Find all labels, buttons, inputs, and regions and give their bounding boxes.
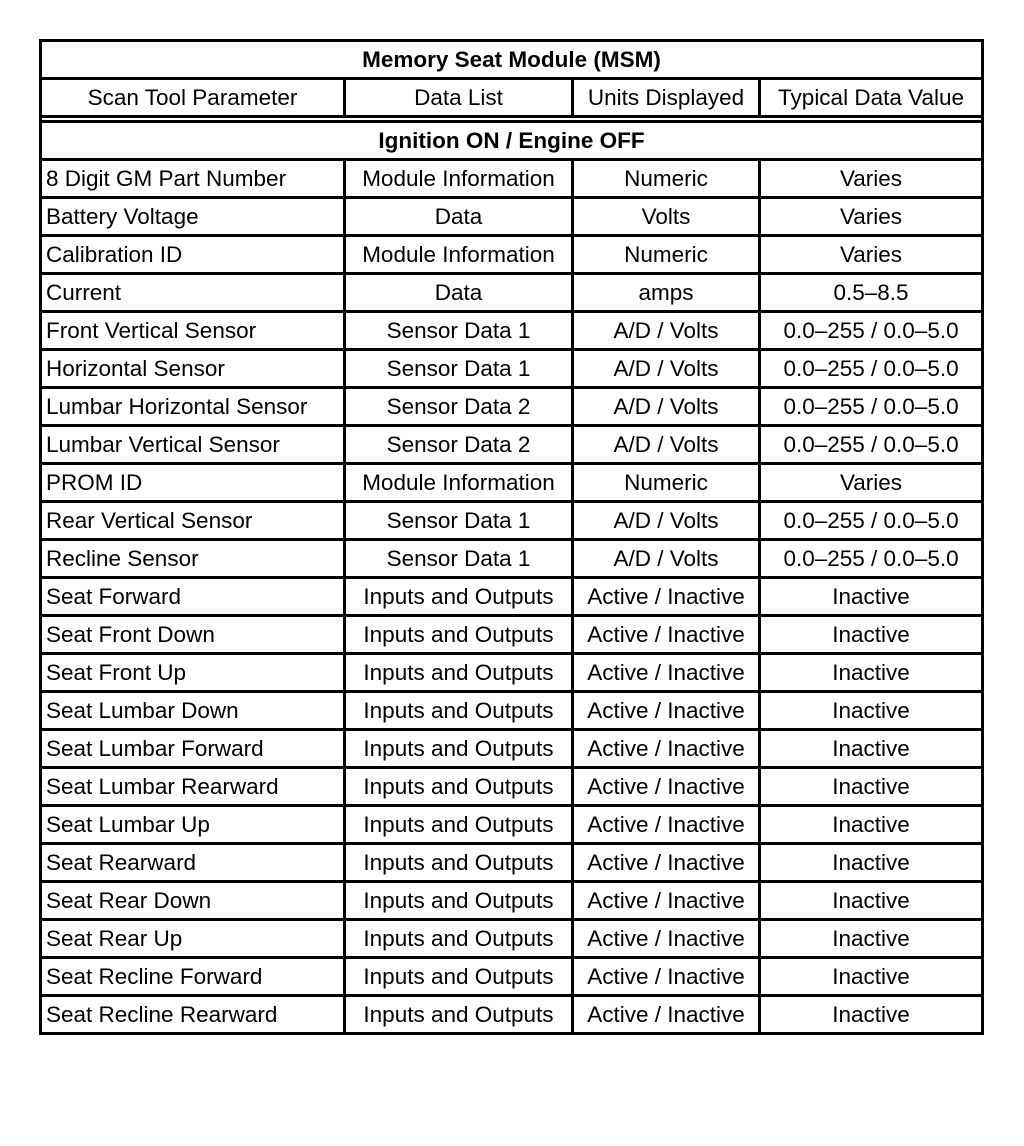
table-row (41, 426, 983, 464)
units-cell: A/D / Volts (573, 388, 760, 426)
table-row (41, 160, 983, 198)
parameter-cell: Seat Front Down (41, 616, 345, 654)
typical-value-cell: Varies (760, 464, 983, 502)
typical-value-cell: Varies (760, 160, 983, 198)
data-list-cell: Inputs and Outputs (345, 958, 573, 996)
data-list-cell: Inputs and Outputs (345, 730, 573, 768)
typical-value-cell: Inactive (760, 578, 983, 616)
units-cell: A/D / Volts (573, 540, 760, 578)
msm-data-table (39, 39, 984, 1035)
data-list-cell: Inputs and Outputs (345, 578, 573, 616)
parameter-cell: Seat Rear Down (41, 882, 345, 920)
table-head (41, 41, 983, 117)
title-row (41, 41, 983, 79)
units-cell: Active / Inactive (573, 806, 760, 844)
typical-value-cell: Inactive (760, 882, 983, 920)
parameter-cell: PROM ID (41, 464, 345, 502)
table-row (41, 996, 983, 1034)
table-row (41, 198, 983, 236)
parameter-cell: Seat Forward (41, 578, 345, 616)
units-cell: Active / Inactive (573, 958, 760, 996)
parameter-cell: Horizontal Sensor (41, 350, 345, 388)
data-list-cell: Module Information (345, 160, 573, 198)
parameter-cell: Seat Lumbar Up (41, 806, 345, 844)
typical-value-cell: Inactive (760, 958, 983, 996)
section-row (41, 122, 983, 160)
table-row (41, 654, 983, 692)
units-cell: Active / Inactive (573, 730, 760, 768)
data-list-cell: Inputs and Outputs (345, 882, 573, 920)
typical-value-cell: Inactive (760, 654, 983, 692)
typical-value-cell: 0.0–255 / 0.0–5.0 (760, 502, 983, 540)
data-list-cell: Sensor Data 1 (345, 502, 573, 540)
table-row (41, 958, 983, 996)
table-row (41, 882, 983, 920)
table-row (41, 578, 983, 616)
table-row (41, 730, 983, 768)
table-row (41, 768, 983, 806)
units-cell: A/D / Volts (573, 350, 760, 388)
typical-value-cell: Inactive (760, 806, 983, 844)
units-cell: Active / Inactive (573, 768, 760, 806)
data-list-cell: Inputs and Outputs (345, 806, 573, 844)
table-row (41, 350, 983, 388)
typical-value-cell: Inactive (760, 616, 983, 654)
data-list-cell: Data (345, 274, 573, 312)
header-scan-tool-parameter: Scan Tool Parameter (41, 79, 345, 117)
parameter-cell: Seat Rearward (41, 844, 345, 882)
data-list-cell: Inputs and Outputs (345, 920, 573, 958)
parameter-cell: Battery Voltage (41, 198, 345, 236)
data-list-cell: Data (345, 198, 573, 236)
units-cell: A/D / Volts (573, 312, 760, 350)
data-list-cell: Sensor Data 2 (345, 426, 573, 464)
table-title: Memory Seat Module (MSM) (41, 41, 983, 79)
table-row (41, 236, 983, 274)
typical-value-cell: 0.0–255 / 0.0–5.0 (760, 388, 983, 426)
units-cell: Active / Inactive (573, 996, 760, 1034)
typical-value-cell: 0.5–8.5 (760, 274, 983, 312)
parameter-cell: Seat Lumbar Down (41, 692, 345, 730)
typical-value-cell: Inactive (760, 996, 983, 1034)
typical-value-cell: Inactive (760, 768, 983, 806)
parameter-cell: Lumbar Vertical Sensor (41, 426, 345, 464)
parameter-cell: Lumbar Horizontal Sensor (41, 388, 345, 426)
data-list-cell: Sensor Data 1 (345, 312, 573, 350)
parameter-cell: Seat Lumbar Forward (41, 730, 345, 768)
table-row (41, 616, 983, 654)
typical-value-cell: 0.0–255 / 0.0–5.0 (760, 312, 983, 350)
header-units-displayed: Units Displayed (573, 79, 760, 117)
data-list-cell: Sensor Data 2 (345, 388, 573, 426)
units-cell: Active / Inactive (573, 616, 760, 654)
units-cell: Active / Inactive (573, 920, 760, 958)
parameter-cell: Front Vertical Sensor (41, 312, 345, 350)
data-list-cell: Module Information (345, 464, 573, 502)
header-data-list: Data List (345, 79, 573, 117)
table-row (41, 692, 983, 730)
units-cell: A/D / Volts (573, 502, 760, 540)
parameter-cell: Seat Recline Rearward (41, 996, 345, 1034)
parameter-cell: Recline Sensor (41, 540, 345, 578)
units-cell: Active / Inactive (573, 578, 760, 616)
column-header-row (41, 79, 983, 117)
units-cell: Active / Inactive (573, 654, 760, 692)
section-title: Ignition ON / Engine OFF (41, 122, 983, 160)
typical-value-cell: Varies (760, 236, 983, 274)
table-row (41, 464, 983, 502)
parameter-cell: Seat Lumbar Rearward (41, 768, 345, 806)
header-typical-data-value: Typical Data Value (760, 79, 983, 117)
table-row (41, 844, 983, 882)
typical-value-cell: Inactive (760, 920, 983, 958)
units-cell: Active / Inactive (573, 844, 760, 882)
units-cell: amps (573, 274, 760, 312)
units-cell: Active / Inactive (573, 882, 760, 920)
typical-value-cell: Inactive (760, 692, 983, 730)
table-row (41, 274, 983, 312)
parameter-cell: Seat Front Up (41, 654, 345, 692)
data-list-cell: Inputs and Outputs (345, 996, 573, 1034)
data-list-cell: Sensor Data 1 (345, 350, 573, 388)
table-row (41, 540, 983, 578)
data-list-cell: Module Information (345, 236, 573, 274)
table-row (41, 806, 983, 844)
parameter-cell: Rear Vertical Sensor (41, 502, 345, 540)
table-row (41, 388, 983, 426)
parameter-cell: Current (41, 274, 345, 312)
parameter-cell: Calibration ID (41, 236, 345, 274)
units-cell: A/D / Volts (573, 426, 760, 464)
data-list-cell: Inputs and Outputs (345, 844, 573, 882)
typical-value-cell: Varies (760, 198, 983, 236)
typical-value-cell: Inactive (760, 844, 983, 882)
data-list-cell: Inputs and Outputs (345, 654, 573, 692)
typical-value-cell: 0.0–255 / 0.0–5.0 (760, 540, 983, 578)
parameter-cell: Seat Recline Forward (41, 958, 345, 996)
parameter-cell: Seat Rear Up (41, 920, 345, 958)
table-row (41, 920, 983, 958)
data-list-cell: Inputs and Outputs (345, 616, 573, 654)
data-list-cell: Inputs and Outputs (345, 692, 573, 730)
typical-value-cell: Inactive (760, 730, 983, 768)
units-cell: Numeric (573, 160, 760, 198)
units-cell: Active / Inactive (573, 692, 760, 730)
units-cell: Numeric (573, 236, 760, 274)
table-row (41, 312, 983, 350)
units-cell: Volts (573, 198, 760, 236)
units-cell: Numeric (573, 464, 760, 502)
parameter-cell: 8 Digit GM Part Number (41, 160, 345, 198)
typical-value-cell: 0.0–255 / 0.0–5.0 (760, 426, 983, 464)
table-body (41, 117, 983, 1034)
typical-value-cell: 0.0–255 / 0.0–5.0 (760, 350, 983, 388)
data-list-cell: Sensor Data 1 (345, 540, 573, 578)
data-list-cell: Inputs and Outputs (345, 768, 573, 806)
table-row (41, 502, 983, 540)
